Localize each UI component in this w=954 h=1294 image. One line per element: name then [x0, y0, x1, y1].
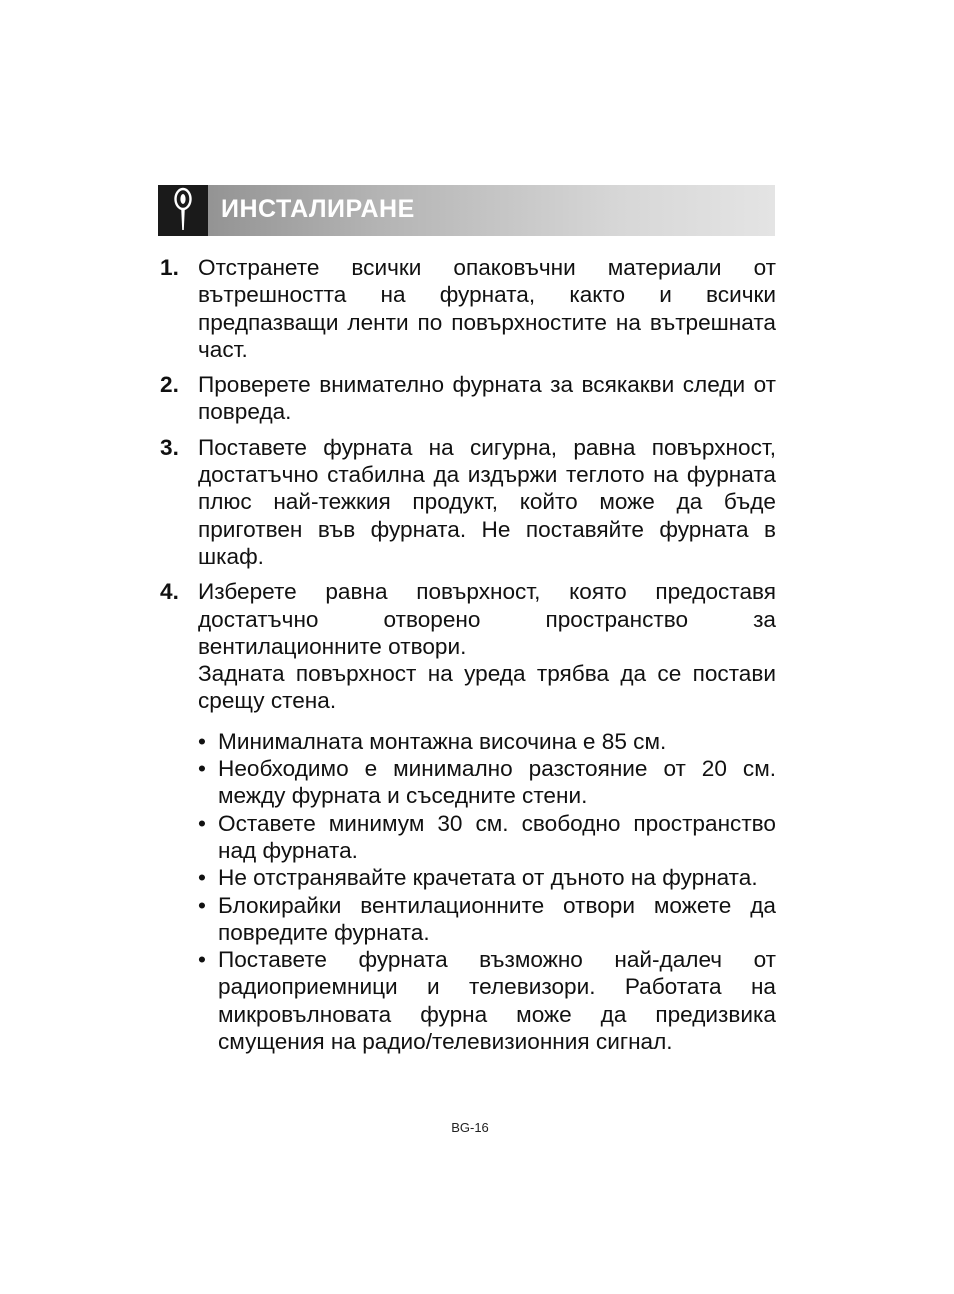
- step-2: [160, 371, 776, 426]
- bullet-icon: •: [198, 728, 206, 754]
- step-1: [160, 254, 776, 363]
- list-item-text: Оставете минимум 30 см. свободно пространство над фурната.: [218, 810, 776, 863]
- list-item-text: Необходимо е минимално разстояние от 20 см. между фурната и съседните стени.: [218, 756, 776, 809]
- section-title: ИНСТАЛИРАНЕ: [221, 195, 415, 223]
- step-text: Изберете равна повърхност, която предоставя достатъчно отворено пространство за вентилационните отвори.: [198, 579, 776, 659]
- list-item: [198, 892, 776, 947]
- list-item-text: Не отстранявайте крачетата от дъното на фурната.: [218, 865, 758, 891]
- list-item-text: Минималната монтажна височина е 85 см.: [218, 728, 667, 754]
- list-item: [198, 864, 776, 891]
- step-text: Поставете фурната на сигурна, равна повърхност, достатъчно стабилна да издържи теглото на фурната плюс най-тежкия продукт, който може да бъде приготвен във фурната. Не поставяйте фурната в шкаф.: [198, 434, 776, 569]
- bullet-icon: •: [198, 865, 206, 891]
- step-number: 4.: [160, 579, 179, 605]
- step-number: 2.: [160, 372, 179, 398]
- step-text-secondary: Задната повърхност на уреда трябва да се постави срещу стена.: [198, 661, 776, 714]
- bullet-icon: •: [198, 947, 206, 973]
- list-item: [198, 946, 776, 1055]
- bullet-icon: •: [198, 810, 206, 836]
- list-item: [198, 810, 776, 865]
- bullet-icon: •: [198, 756, 206, 782]
- installation-steps: [160, 254, 776, 1063]
- list-item: [198, 755, 776, 810]
- step-text: Отстранете всички опаковъчни материали от вътрешността на фурната, както и всички предпазващи ленти по повърхностите на вътрешната част.: [198, 255, 776, 362]
- step-number: 1.: [160, 255, 179, 280]
- step-4: [160, 578, 776, 1055]
- step-text: Проверете внимателно фурната за всякакви следи от повреда.: [198, 372, 776, 425]
- list-item: [198, 728, 776, 755]
- list-item-text: Блокирайки вентилационните отвори можете да повредите фурната.: [218, 892, 776, 945]
- step-number: 3.: [160, 434, 179, 460]
- requirements-list: [198, 728, 776, 1056]
- step-3: [160, 434, 776, 570]
- bullet-icon: •: [198, 892, 206, 918]
- list-item-text: Поставете фурната възможно най-далеч от радиоприемници и телевизори. Работата на микровълновата фурна може да предизвика смущения на радио/телевизионния сигнал.: [218, 947, 776, 1055]
- section-header: [158, 185, 775, 236]
- page-number: BG-16: [451, 1120, 489, 1135]
- spoon-icon: [158, 185, 208, 236]
